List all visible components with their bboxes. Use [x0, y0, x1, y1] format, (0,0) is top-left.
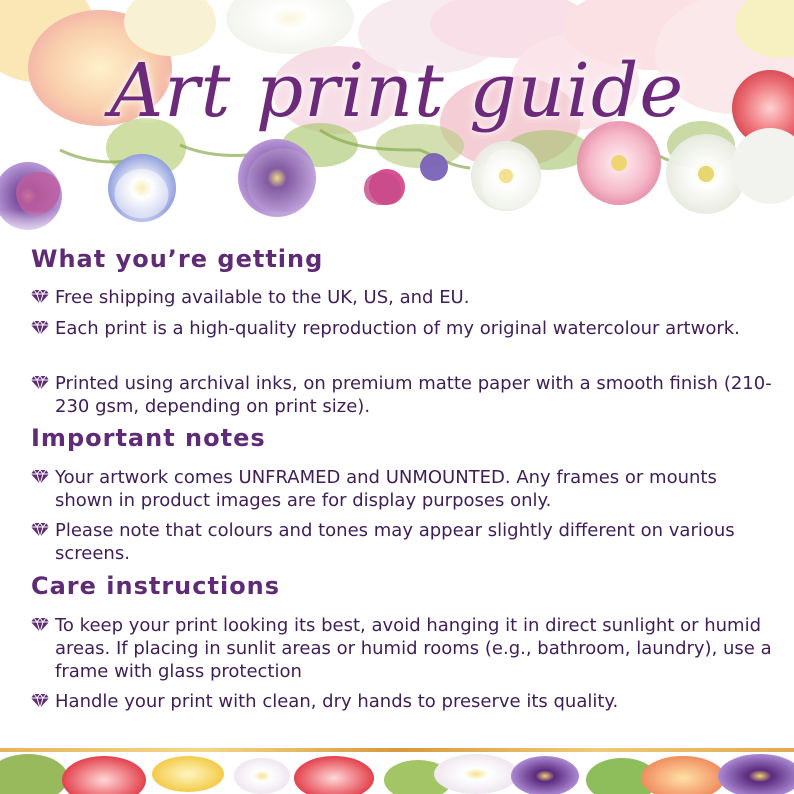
diamond-icon [31, 320, 49, 336]
diamond-icon [31, 375, 49, 391]
list-item-text: Each print is a high-quality reproduction of my original watercolour artwork. [55, 318, 740, 339]
list-item [31, 519, 779, 565]
list-item-text: Free shipping available to the UK, US, and EU. [55, 287, 470, 308]
diamond-icon [31, 289, 49, 305]
list-item-text: Handle your print with clean, dry hands to preserve its quality. [55, 691, 619, 712]
section-heading-care-instructions: Care instructions [31, 572, 281, 600]
diamond-icon [31, 693, 49, 709]
diamond-icon [31, 617, 49, 633]
list-item-text: Please note that colours and tones may appear slightly different on various screens. [55, 520, 735, 564]
diamond-icon [31, 469, 49, 485]
list-item-text: Printed using archival inks, on premium matte paper with a smooth finish (210-230 gsm, depending on print size). [55, 373, 772, 417]
list-item [31, 372, 779, 418]
diamond-icon [31, 522, 49, 538]
list-item [31, 317, 779, 340]
list-item [31, 286, 779, 309]
list-item-text: To keep your print looking its best, avoid hanging it in direct sunlight or humid areas. If placing in sunlit areas or humid rooms (e.g., bathroom, laundry), use a frame with glass protection [55, 615, 772, 682]
list-item [31, 466, 779, 512]
list-item [31, 690, 779, 713]
section-heading-important-notes: Important notes [31, 424, 266, 452]
page-title: Art print guide [109, 48, 685, 134]
floral-bottom-border [0, 752, 794, 794]
list-item-text: Your artwork comes UNFRAMED and UNMOUNTED. Any frames or mounts shown in product images are for display purposes only. [55, 467, 717, 511]
list-item [31, 614, 779, 683]
section-heading-what-youre-getting: What you’re getting [31, 245, 324, 273]
